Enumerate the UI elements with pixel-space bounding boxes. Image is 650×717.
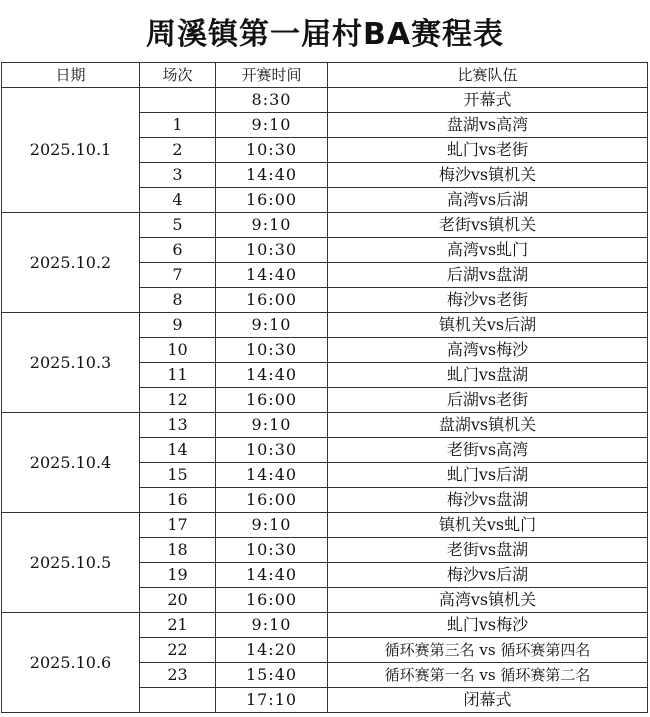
teams-cell: 虬门vs老街 bbox=[328, 138, 648, 163]
match-number-cell: 16 bbox=[140, 488, 216, 513]
teams-cell: 虬门vs盘湖 bbox=[328, 363, 648, 388]
table-row bbox=[2, 88, 648, 113]
teams-cell: 镇机关vs后湖 bbox=[328, 313, 648, 338]
teams-cell: 老街vs盘湖 bbox=[328, 538, 648, 563]
table-row bbox=[2, 213, 648, 238]
start-time-cell: 8:30 bbox=[216, 88, 328, 113]
match-number-cell: 1 bbox=[140, 113, 216, 138]
teams-cell: 虬门vs后湖 bbox=[328, 463, 648, 488]
start-time-cell: 14:20 bbox=[216, 638, 328, 663]
start-time-cell: 16:00 bbox=[216, 488, 328, 513]
start-time-cell: 9:10 bbox=[216, 513, 328, 538]
teams-cell: 盘湖vs高湾 bbox=[328, 113, 648, 138]
teams-cell: 老街vs镇机关 bbox=[328, 213, 648, 238]
column-header-date: 日期 bbox=[2, 63, 140, 88]
teams-cell: 虬门vs梅沙 bbox=[328, 613, 648, 638]
start-time-cell: 15:40 bbox=[216, 663, 328, 688]
match-number-cell bbox=[140, 88, 216, 113]
header-row bbox=[2, 63, 648, 88]
match-number-cell: 17 bbox=[140, 513, 216, 538]
match-number-cell: 5 bbox=[140, 213, 216, 238]
match-number-cell: 23 bbox=[140, 663, 216, 688]
start-time-cell: 10:30 bbox=[216, 338, 328, 363]
start-time-cell: 10:30 bbox=[216, 238, 328, 263]
match-number-cell: 13 bbox=[140, 413, 216, 438]
date-cell: 2025.10.6 bbox=[2, 613, 140, 713]
match-number-cell: 9 bbox=[140, 313, 216, 338]
teams-cell: 高湾vs梅沙 bbox=[328, 338, 648, 363]
start-time-cell: 17:10 bbox=[216, 688, 328, 713]
teams-cell: 梅沙vs镇机关 bbox=[328, 163, 648, 188]
match-number-cell: 6 bbox=[140, 238, 216, 263]
start-time-cell: 9:10 bbox=[216, 313, 328, 338]
teams-cell: 镇机关vs虬门 bbox=[328, 513, 648, 538]
teams-cell: 循环赛第一名 vs 循环赛第二名 bbox=[328, 663, 648, 688]
column-header-match-number: 场次 bbox=[140, 63, 216, 88]
date-cell: 2025.10.1 bbox=[2, 88, 140, 213]
teams-cell: 老街vs高湾 bbox=[328, 438, 648, 463]
start-time-cell: 16:00 bbox=[216, 188, 328, 213]
start-time-cell: 14:40 bbox=[216, 363, 328, 388]
teams-cell: 闭幕式 bbox=[328, 688, 648, 713]
match-number-cell: 12 bbox=[140, 388, 216, 413]
start-time-cell: 16:00 bbox=[216, 588, 328, 613]
start-time-cell: 9:10 bbox=[216, 113, 328, 138]
date-cell: 2025.10.3 bbox=[2, 313, 140, 413]
start-time-cell: 10:30 bbox=[216, 538, 328, 563]
match-number-cell: 19 bbox=[140, 563, 216, 588]
page-title: 周溪镇第一届村BA赛程表 bbox=[145, 17, 505, 52]
start-time-cell: 14:40 bbox=[216, 263, 328, 288]
teams-cell: 开幕式 bbox=[328, 88, 648, 113]
teams-cell: 梅沙vs盘湖 bbox=[328, 488, 648, 513]
start-time-cell: 9:10 bbox=[216, 213, 328, 238]
teams-cell: 梅沙vs后湖 bbox=[328, 563, 648, 588]
match-number-cell: 15 bbox=[140, 463, 216, 488]
column-header-teams: 比赛队伍 bbox=[328, 63, 648, 88]
table-row bbox=[2, 413, 648, 438]
match-number-cell: 14 bbox=[140, 438, 216, 463]
match-number-cell: 11 bbox=[140, 363, 216, 388]
table-row bbox=[2, 513, 648, 538]
teams-cell: 后湖vs老街 bbox=[328, 388, 648, 413]
date-cell: 2025.10.4 bbox=[2, 413, 140, 513]
match-number-cell: 3 bbox=[140, 163, 216, 188]
start-time-cell: 16:00 bbox=[216, 388, 328, 413]
match-number-cell: 21 bbox=[140, 613, 216, 638]
teams-cell: 高湾vs后湖 bbox=[328, 188, 648, 213]
match-number-cell bbox=[140, 688, 216, 713]
teams-cell: 后湖vs盘湖 bbox=[328, 263, 648, 288]
start-time-cell: 14:40 bbox=[216, 163, 328, 188]
match-number-cell: 22 bbox=[140, 638, 216, 663]
schedule-table bbox=[1, 62, 648, 713]
date-cell: 2025.10.2 bbox=[2, 213, 140, 313]
teams-cell: 高湾vs虬门 bbox=[328, 238, 648, 263]
table-row bbox=[2, 313, 648, 338]
match-number-cell: 20 bbox=[140, 588, 216, 613]
teams-cell: 梅沙vs老街 bbox=[328, 288, 648, 313]
table-row bbox=[2, 613, 648, 638]
start-time-cell: 9:10 bbox=[216, 613, 328, 638]
start-time-cell: 9:10 bbox=[216, 413, 328, 438]
teams-cell: 高湾vs镇机关 bbox=[328, 588, 648, 613]
start-time-cell: 16:00 bbox=[216, 288, 328, 313]
start-time-cell: 14:40 bbox=[216, 563, 328, 588]
column-header-start-time: 开赛时间 bbox=[216, 63, 328, 88]
match-number-cell: 2 bbox=[140, 138, 216, 163]
start-time-cell: 14:40 bbox=[216, 463, 328, 488]
start-time-cell: 10:30 bbox=[216, 438, 328, 463]
teams-cell: 循环赛第三名 vs 循环赛第四名 bbox=[328, 638, 648, 663]
match-number-cell: 10 bbox=[140, 338, 216, 363]
match-number-cell: 8 bbox=[140, 288, 216, 313]
teams-cell: 盘湖vs镇机关 bbox=[328, 413, 648, 438]
start-time-cell: 10:30 bbox=[216, 138, 328, 163]
match-number-cell: 18 bbox=[140, 538, 216, 563]
match-number-cell: 7 bbox=[140, 263, 216, 288]
date-cell: 2025.10.5 bbox=[2, 513, 140, 613]
schedule-body bbox=[2, 88, 648, 713]
match-number-cell: 4 bbox=[140, 188, 216, 213]
